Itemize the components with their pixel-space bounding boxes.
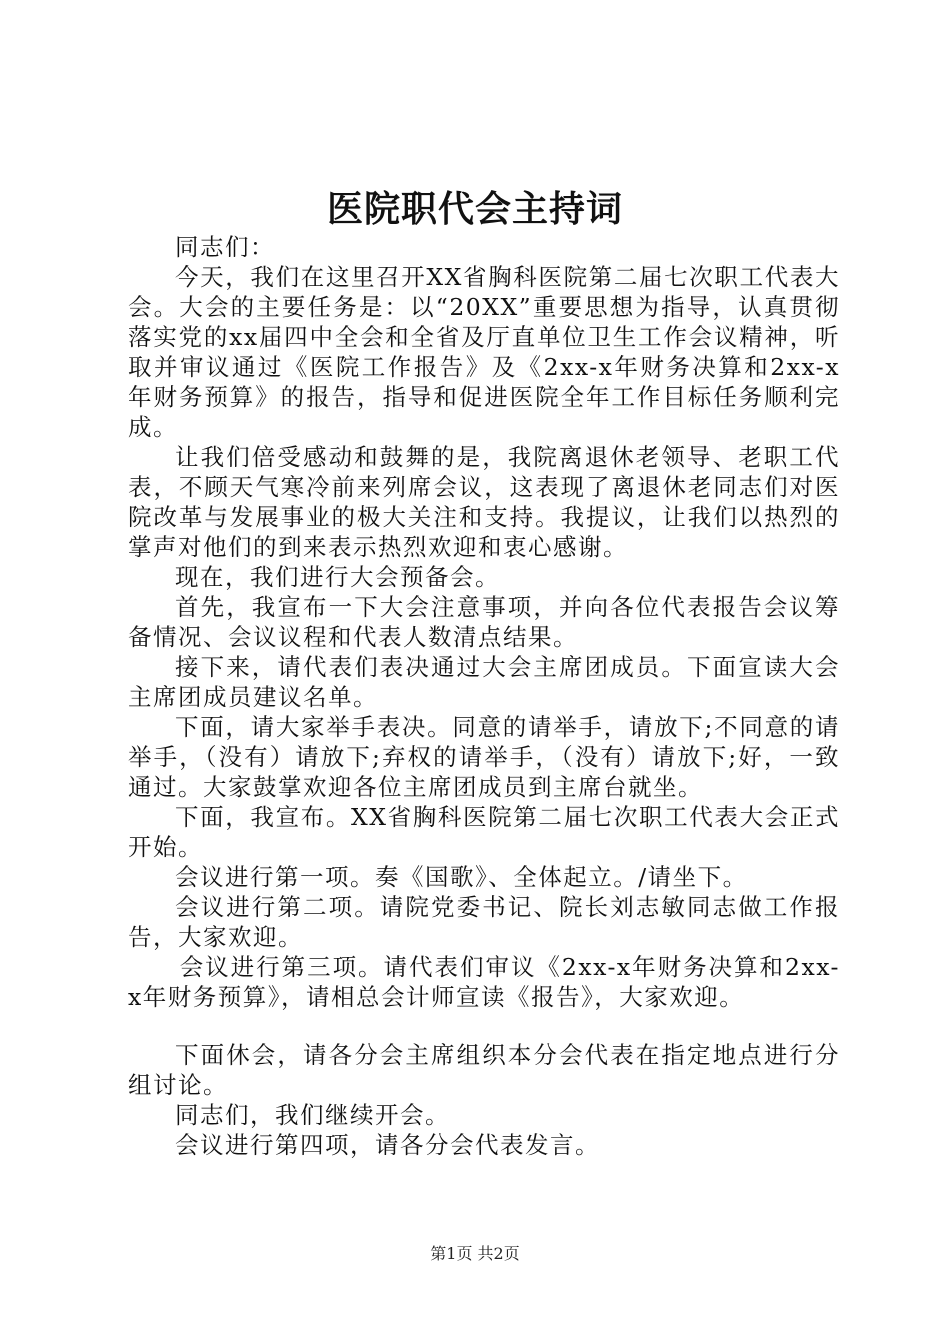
paragraph-presidium-vote: 接下来，请代表们表决通过大会主席团成员。下面宣读大会主席团成员建议名单。 — [128, 653, 840, 711]
document-title: 医院职代会主持词 — [326, 188, 623, 230]
paragraph-show-of-hands: 下面，请大家举手表决。同意的请举手，请放下;不同意的请举手，（没有）请放下;弃权的请举手，（没有）请放下;好，一致通过。大家鼓掌欢迎各位主席团成员到主席台就坐。 — [128, 713, 840, 801]
paragraph-recess: 下面休会，请各分会主席组织本分会代表在指定地点进行分组讨论。 — [128, 1041, 840, 1099]
paragraph-spacer — [128, 1012, 840, 1040]
paragraph-resume: 同志们，我们继续开会。 — [175, 1101, 450, 1129]
paragraph-opening: 今天，我们在这里召开XX省胸科医院第二届七次职工代表大会。大会的主要任务是：以“20XX”重要思想为指导，认真贯彻落实党的xx届四中全会和全省及厅直单位卫生工作会议精神，听取并审议通过《医院工作报告》及《2xx-x年财务决算和2xx-x年财务预算》的报告，指导和促进医院全年工作目标任务顺利完成。 — [128, 263, 840, 441]
paragraph-welcome-retirees: 让我们倍受感动和鼓舞的是，我院离退休老领导、老职工代表，不顾天气寒冷前来列席会议，这表现了离退休老同志们对医院改革与发展事业的极大关注和支持。我提议，让我们以热烈的掌声对他们的到来表示热烈欢迎和衷心感谢。 — [128, 443, 840, 561]
paragraph-item-two: 会议进行第二项。请院党委书记、院长刘志敏同志做工作报告，大家欢迎。 — [128, 893, 840, 951]
paragraph-item-one: 会议进行第一项。奏《国歌》、全体起立。/请坐下。 — [175, 863, 748, 891]
paragraph-official-start: 下面，我宣布。XX省胸科医院第二届七次职工代表大会正式开始。 — [128, 803, 840, 861]
salutation: 同志们： — [175, 233, 275, 261]
page-number-footer: 第1页 共2页 — [430, 1244, 520, 1263]
paragraph-announcements: 首先，我宣布一下大会注意事项，并向各位代表报告会议筹备情况、会议议程和代表人数清点结果。 — [128, 593, 840, 651]
paragraph-item-three: 会议进行第三项。请代表们审议《2xx-x年财务决算和2xx-x年财务预算》，请相总会计师宣读《报告》，大家欢迎。 — [128, 953, 840, 1011]
paragraph-item-four: 会议进行第四项，请各分会代表发言。 — [175, 1131, 600, 1159]
document-body — [128, 232, 840, 1160]
paragraph-preparatory-meeting: 现在，我们进行大会预备会。 — [175, 563, 500, 591]
